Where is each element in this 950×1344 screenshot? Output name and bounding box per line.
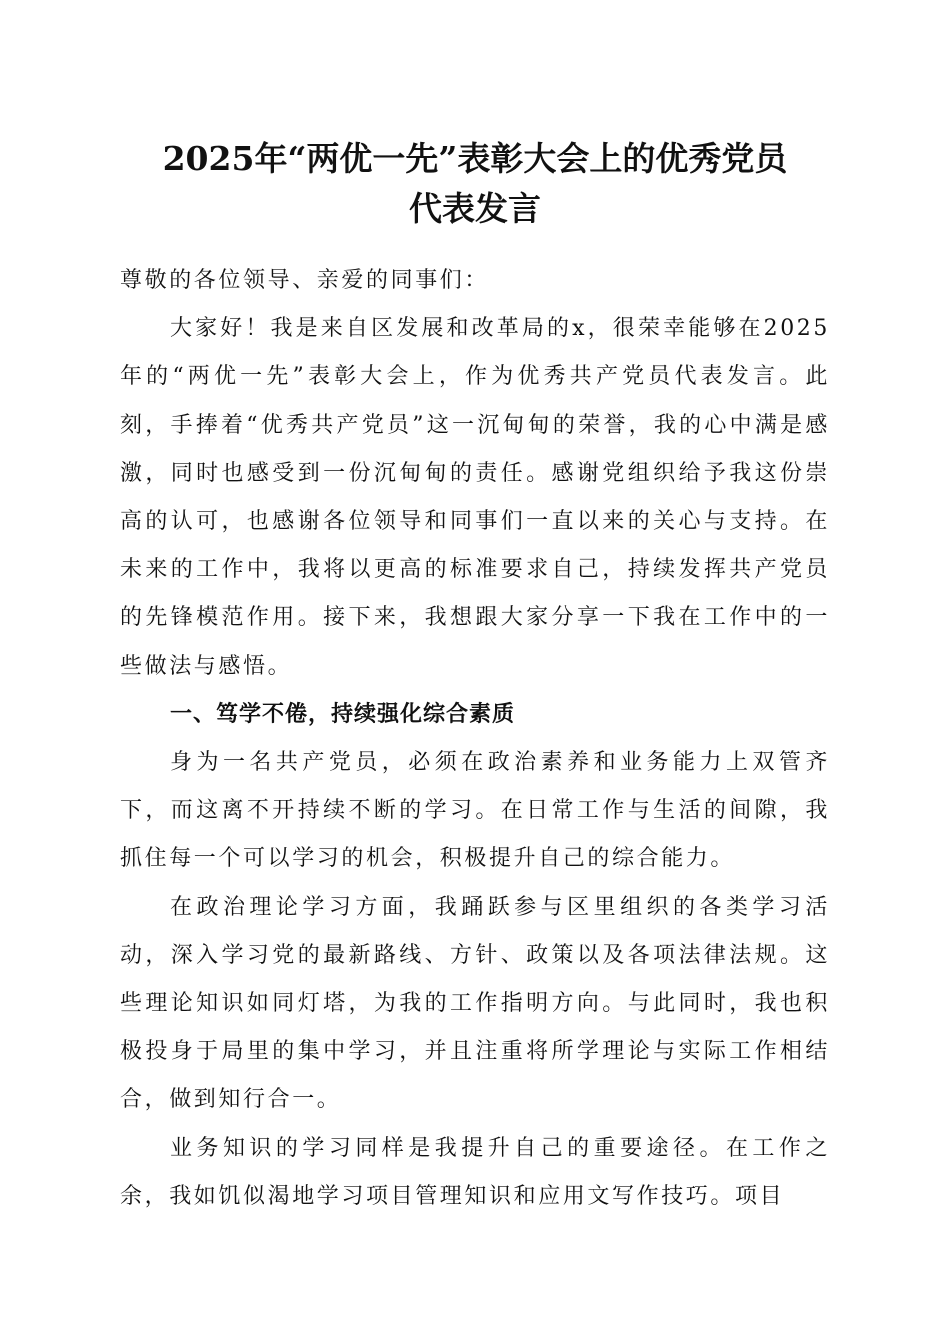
body-paragraph: 身为一名共产党员，必须在政治素养和业务能力上双管齐下，而这离不开持续不断的学习。在日常工作与生活的间隙，我抓住每一个可以学习的机会，积极提升自己的综合能力。 — [120, 750, 830, 872]
title-line-2: 代表发言 — [409, 189, 541, 228]
body-paragraph: 大家好！我是来自区发展和改革局的x，很荣幸能够在2025年的“两优一先”表彰大会上，作为优秀共产党员代表发言。此刻，手捧着“优秀共产党员”这一沉甸甸的荣誉，我的心中满是感激，同时也感受到一份沉甸甸的责任。感谢党组织给予我这份崇高的认可，也感谢各位领导和同事们一直以来的关心与支持。在未来的工作中，我将以更高的标准要求自己，持续发挥共产党员的先锋模范作用。接下来，我想跟大家分享一下我在工作中的一些做法与感悟。 — [120, 316, 830, 679]
salutation: 尊敬的各位领导、亲爱的同事们： — [120, 268, 490, 293]
body-paragraph: 业务知识的学习同样是我提升自己的重要途径。在工作之余，我如饥似渴地学习项目管理知识和应用文写作技巧。项目 — [120, 1135, 830, 1209]
body-paragraph: 在政治理论学习方面，我踊跃参与区里组织的各类学习活动，深入学习党的最新路线、方针、政策以及各项法律法规。这些理论知识如同灯塔，为我的工作指明方向。与此同时，我也积极投身于局里的集中学习，并且注重将所学理论与实际工作相结合，做到知行合一。 — [120, 894, 830, 1113]
document-title — [120, 134, 830, 234]
section-heading: 一、笃学不倦，持续强化综合素质 — [170, 701, 516, 727]
document-body — [120, 257, 830, 1221]
title-line-1: 2025年“两优一先”表彰大会上的优秀党员 — [162, 139, 788, 178]
